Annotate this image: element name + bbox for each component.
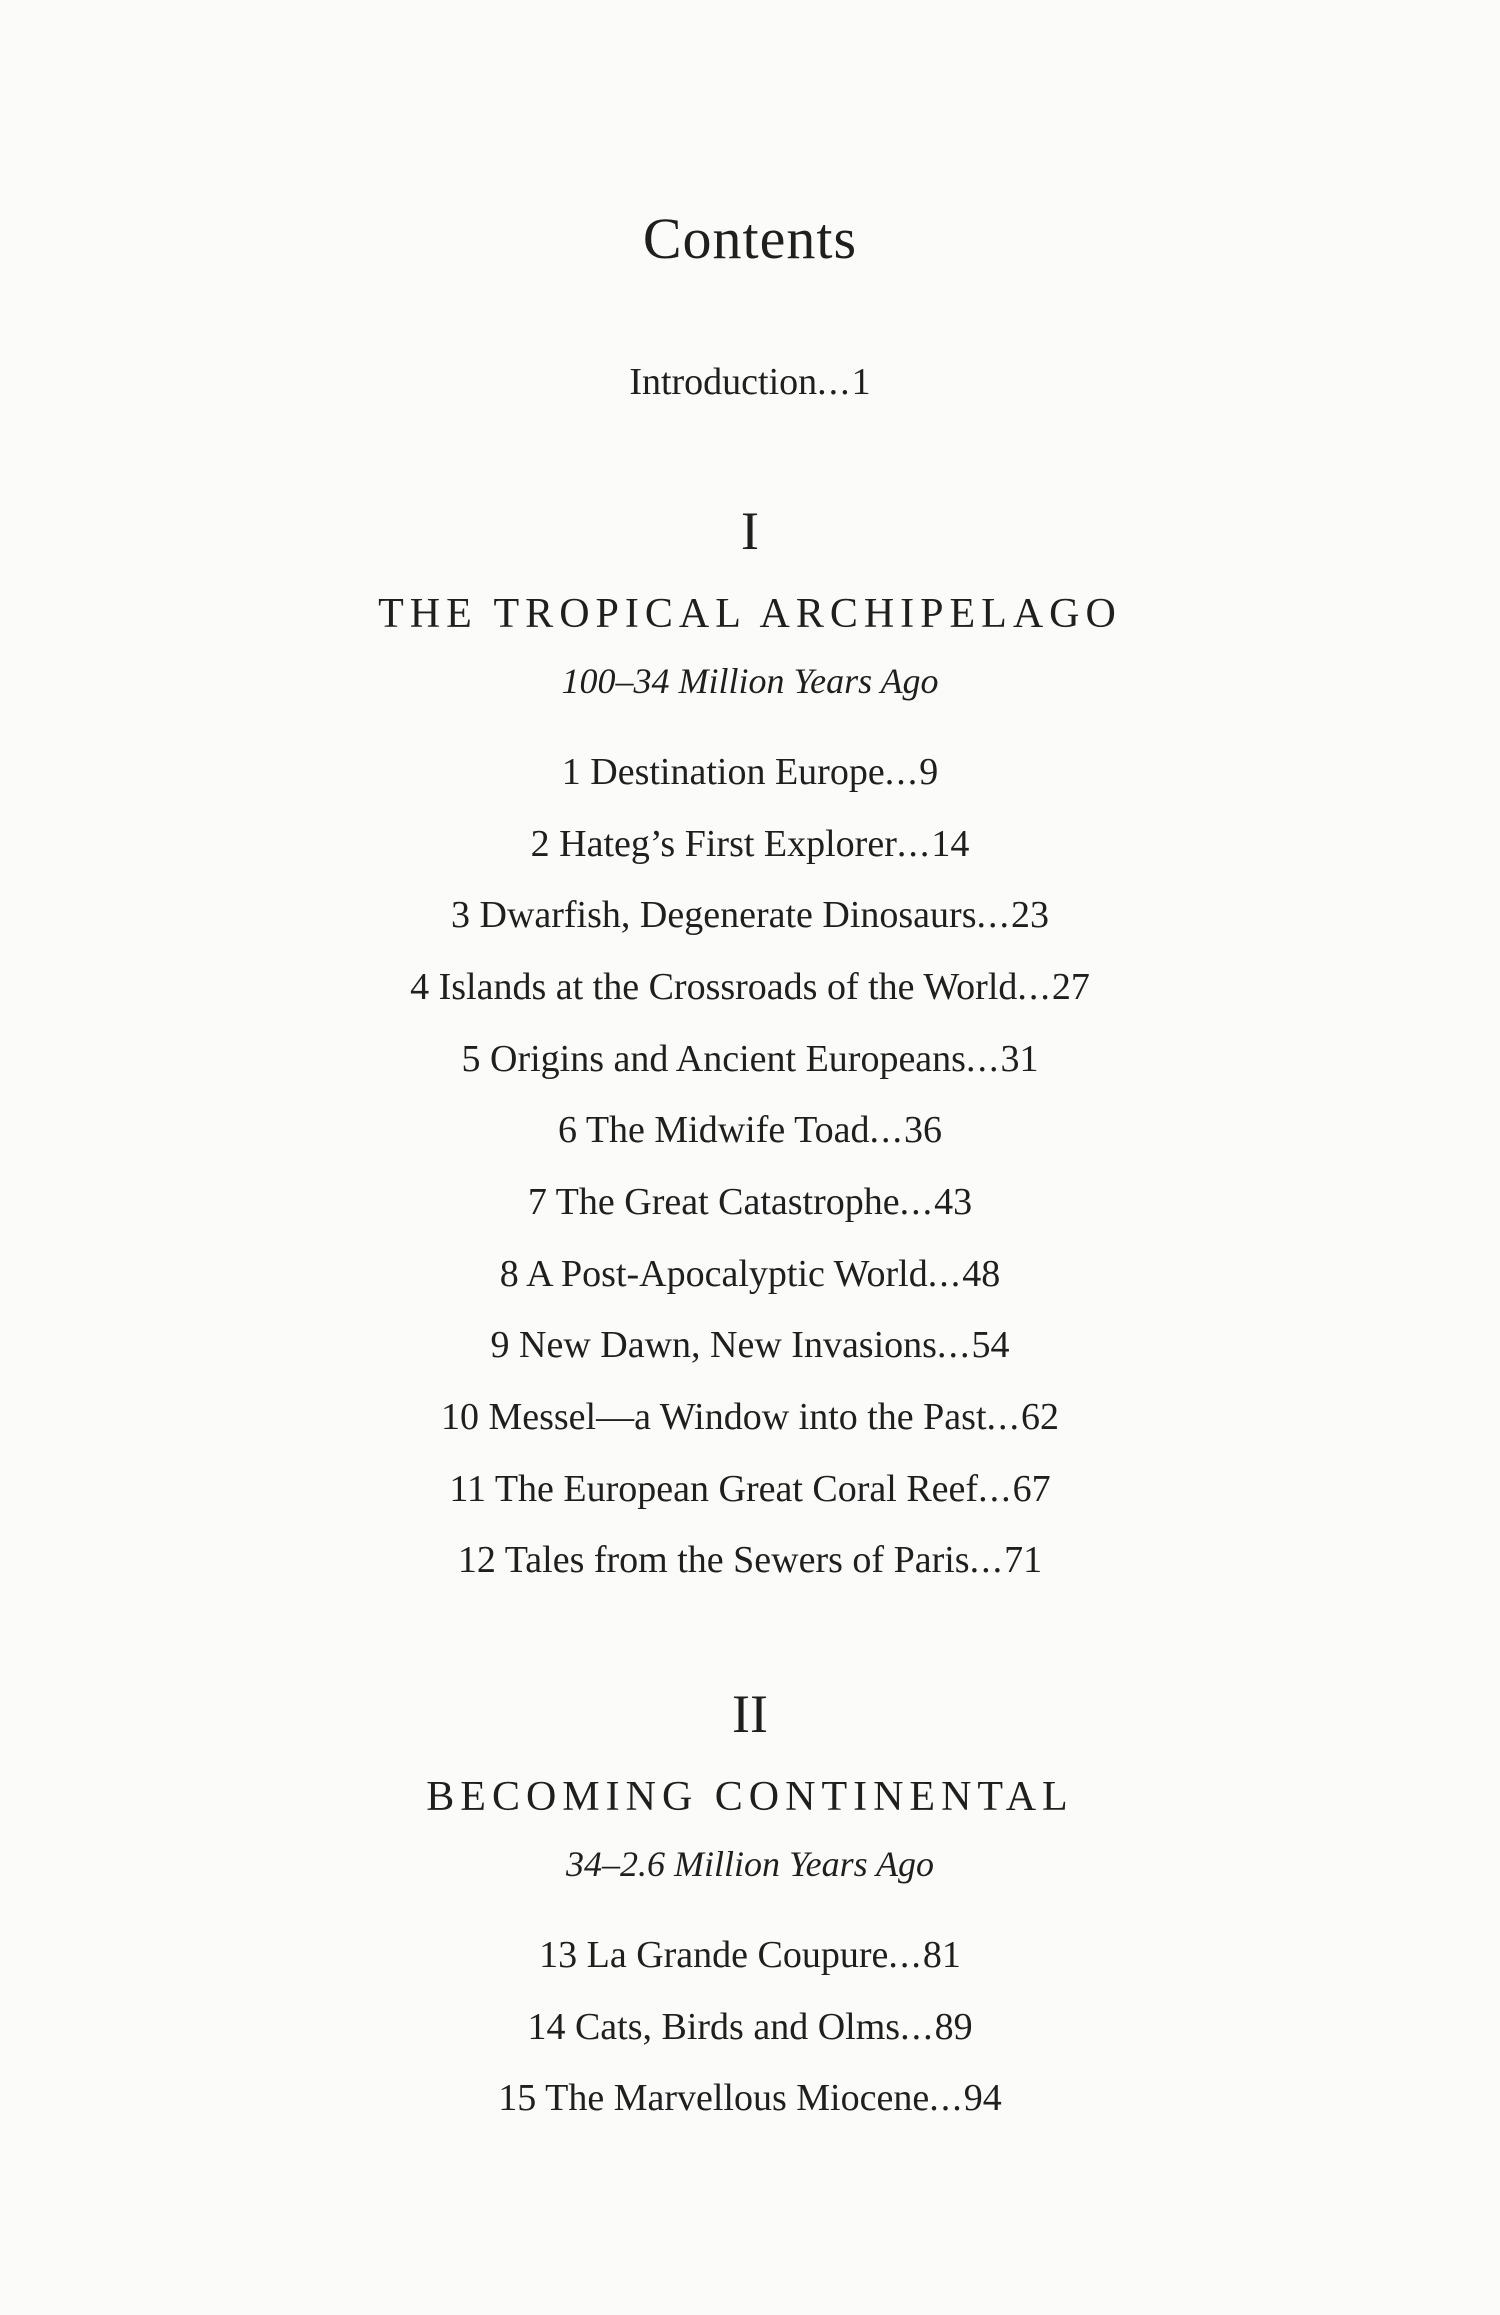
chapter-number: 1: [561, 751, 581, 793]
leader-dots: ...: [976, 894, 1011, 936]
toc-entry[interactable]: [0, 1467, 1500, 1511]
part-numeral: II: [732, 1684, 768, 1744]
toc-entry[interactable]: [0, 1395, 1500, 1439]
chapter-title: The Midwife Toad: [585, 1109, 870, 1151]
toc-entry[interactable]: [0, 1933, 1500, 1977]
chapter-page-number: 71: [1004, 1539, 1043, 1581]
chapter-number: 13: [539, 1934, 578, 1976]
chapter-title: The European Great Coral Reef: [494, 1468, 979, 1510]
toc-entry-introduction[interactable]: [0, 360, 1500, 404]
chapter-title: The Great Catastrophe: [555, 1181, 900, 1223]
leader-dots: ...: [929, 2077, 964, 2119]
chapter-page-number: 43: [934, 1181, 973, 1223]
chapter-page-number: 36: [904, 1109, 942, 1151]
leader-dots: ...: [927, 1253, 963, 1295]
leader-dots: ...: [936, 1324, 972, 1366]
toc-entry[interactable]: [0, 2076, 1500, 2120]
chapter-page-number: 27: [1051, 966, 1090, 1008]
leader-dots: ...: [884, 751, 920, 793]
chapter-title: Cats, Birds and Olms: [574, 2006, 901, 2048]
entry-title: Introduction: [629, 361, 818, 403]
chapter-title: Hateg’s First Explorer: [559, 823, 897, 865]
chapter-page-number: 48: [962, 1253, 1001, 1295]
chapter-title: Tales from the Sewers of Paris: [504, 1539, 970, 1581]
chapter-number: 8: [499, 1253, 519, 1295]
chapter-title: Destination Europe: [590, 751, 885, 793]
chapter-title: The Marvellous Miocene: [545, 2077, 930, 2119]
chapter-title: Origins and Ancient Europeans: [490, 1038, 966, 1080]
toc-entry[interactable]: [0, 750, 1500, 794]
chapter-page-number: 31: [1000, 1038, 1039, 1080]
leader-dots: ...: [969, 1539, 1005, 1581]
leader-dots: ...: [1017, 966, 1052, 1008]
chapter-page-number: 67: [1012, 1468, 1051, 1510]
toc-entry[interactable]: [0, 965, 1500, 1009]
chapter-page-number: 54: [971, 1324, 1010, 1366]
chapter-number: 3: [451, 894, 470, 936]
chapter-page-number: 81: [922, 1934, 961, 1976]
part-subtitle: 34–2.6 Million Years Ago: [565, 1844, 935, 1884]
leader-dots: ...: [869, 1109, 904, 1151]
chapter-number: 4: [410, 966, 430, 1008]
chapter-title: La Grande Coupure: [586, 1934, 889, 1976]
chapter-number: 5: [461, 1038, 481, 1080]
chapter-page-number: 9: [919, 751, 939, 793]
chapter-number: 6: [557, 1109, 577, 1151]
chapter-page-number: 23: [1011, 894, 1049, 936]
part-numeral: I: [741, 501, 759, 561]
toc-entry[interactable]: [0, 1323, 1500, 1367]
chapter-title: Islands at the Crossroads of the World: [438, 966, 1018, 1008]
toc-entry[interactable]: [0, 1037, 1500, 1081]
leader-dots: ...: [888, 1934, 923, 1976]
entry-page-number: 1: [851, 361, 871, 403]
part-title: THE TROPICAL ARCHIPELAGO: [378, 591, 1122, 637]
part-title: BECOMING CONTINENTAL: [426, 1774, 1074, 1820]
leader-dots: ...: [817, 361, 852, 403]
toc-entry[interactable]: [0, 1538, 1500, 1582]
chapter-page-number: 94: [963, 2077, 1002, 2119]
leader-dots: ...: [900, 2006, 935, 2048]
chapter-number: 12: [457, 1539, 496, 1581]
toc-entry[interactable]: [0, 2005, 1500, 2049]
toc-entry[interactable]: [0, 1252, 1500, 1296]
chapter-title: New Dawn, New Invasions: [519, 1324, 937, 1366]
leader-dots: ...: [978, 1468, 1013, 1510]
leader-dots: ...: [896, 823, 932, 865]
chapter-number: 11: [449, 1468, 487, 1510]
chapter-number: 15: [498, 2077, 537, 2119]
chapter-number: 2: [530, 823, 550, 865]
chapter-title: Dwarfish, Degenerate Dinosaurs: [479, 894, 977, 936]
chapter-page-number: 14: [931, 823, 970, 865]
chapter-page-number: 89: [934, 2006, 973, 2048]
chapter-number: 9: [490, 1324, 510, 1366]
toc-entry[interactable]: [0, 1180, 1500, 1224]
chapter-number: 7: [527, 1181, 547, 1223]
leader-dots: ...: [965, 1038, 1001, 1080]
leader-dots: ...: [986, 1396, 1022, 1438]
page-title: Contents: [642, 206, 858, 271]
chapter-title: Messel—a Window into the Past: [488, 1396, 987, 1438]
toc-entry[interactable]: [0, 1108, 1500, 1152]
leader-dots: ...: [899, 1181, 935, 1223]
toc-entry[interactable]: [0, 893, 1500, 937]
chapter-number: 10: [440, 1396, 479, 1438]
part-subtitle: 100–34 Million Years Ago: [561, 661, 939, 701]
chapter-page-number: 62: [1021, 1396, 1060, 1438]
chapter-number: 14: [527, 2006, 566, 2048]
chapter-title: A Post-Apocalyptic World: [526, 1253, 928, 1295]
toc-entry[interactable]: [0, 822, 1500, 866]
